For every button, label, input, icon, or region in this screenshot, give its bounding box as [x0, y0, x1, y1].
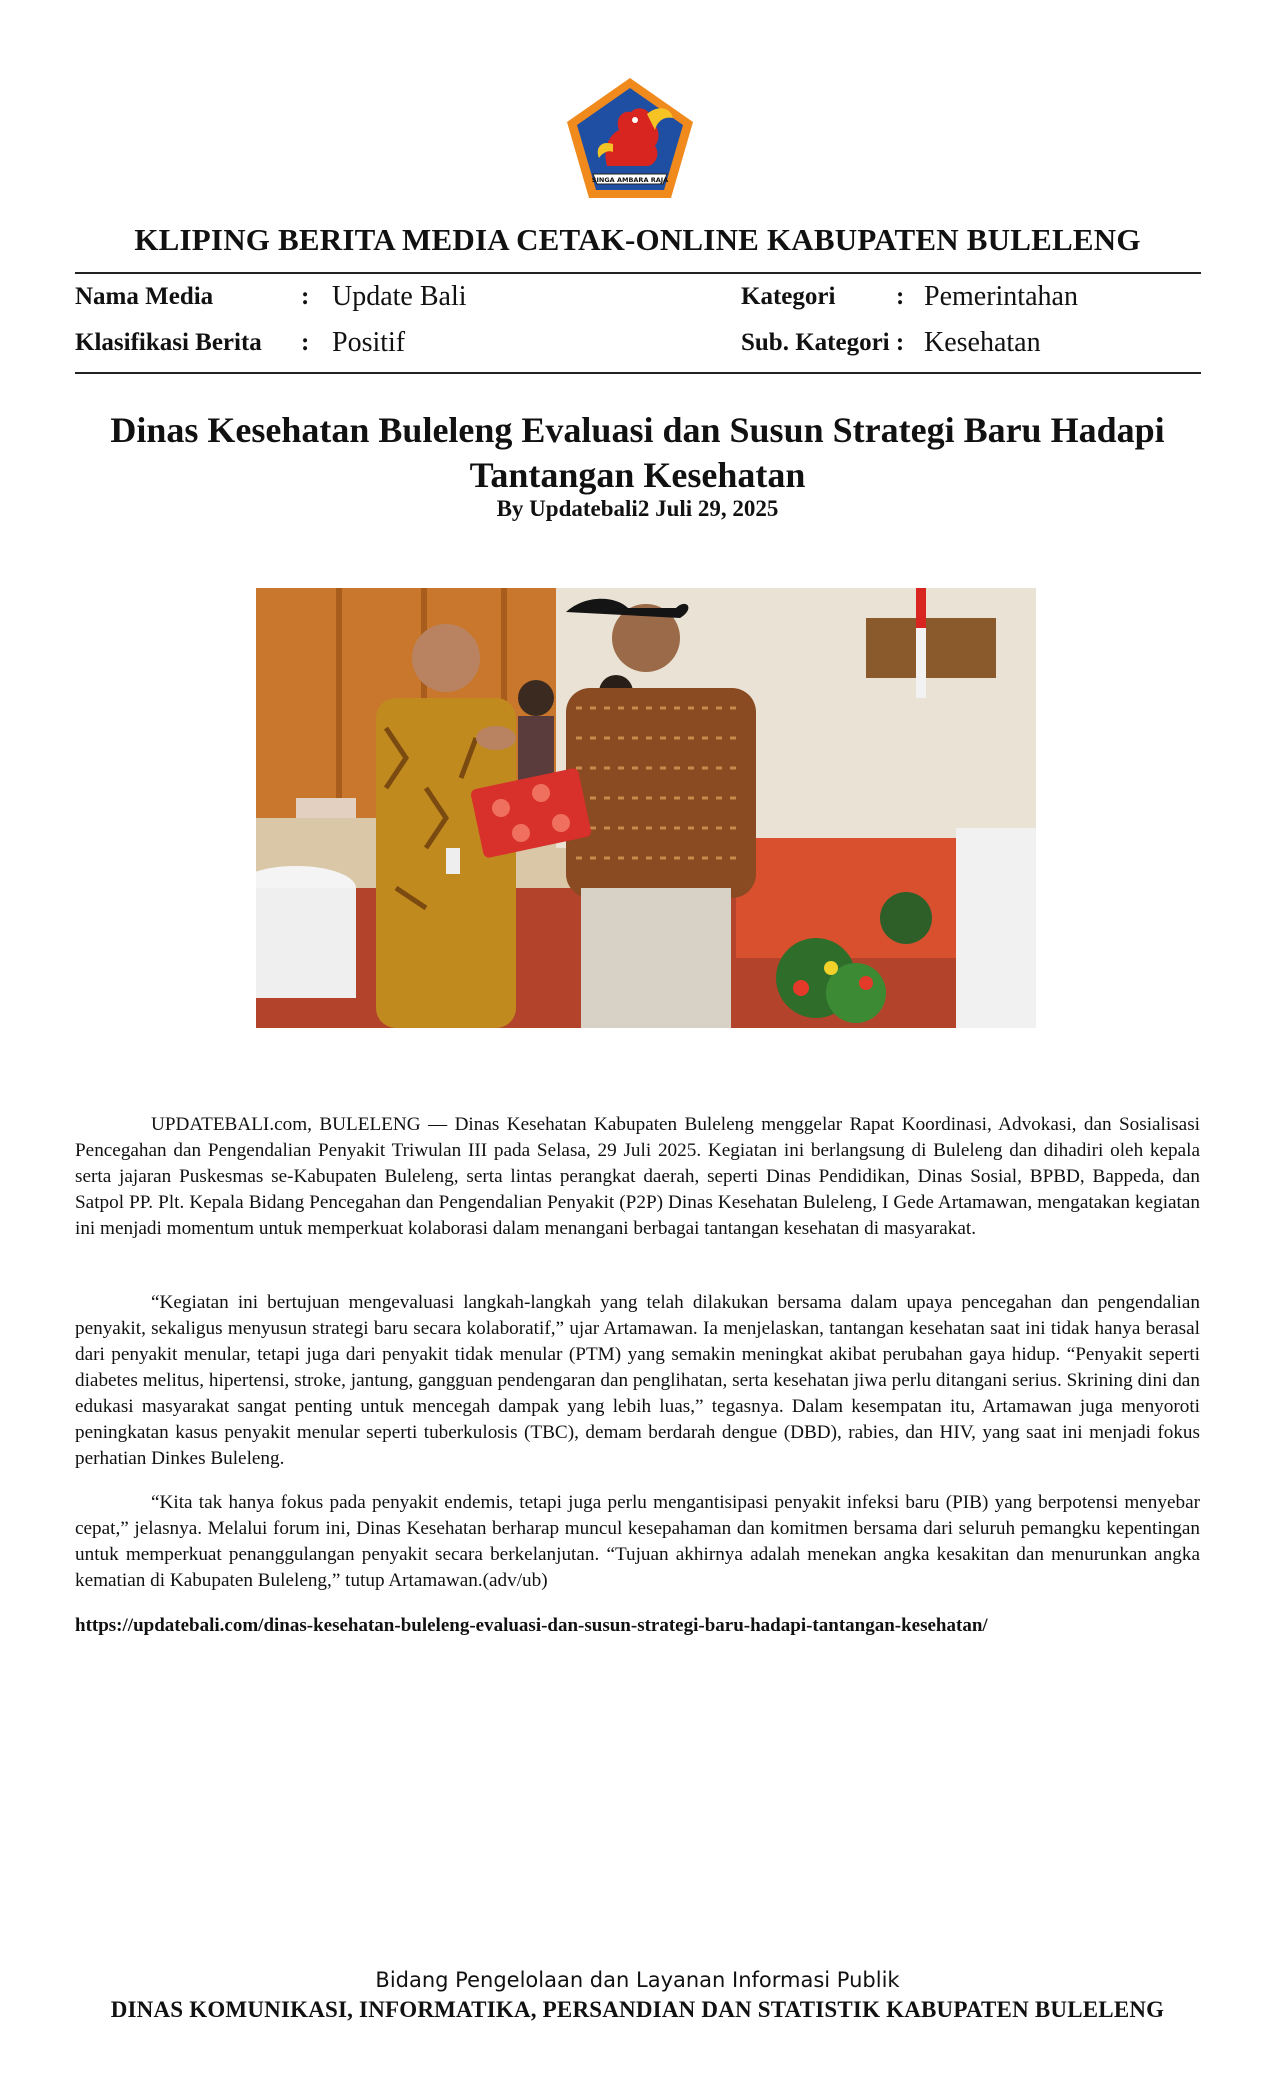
regency-logo — [563, 74, 697, 202]
clipping-header-title: KLIPING BERITA MEDIA CETAK-ONLINE KABUPATEN BULELENG — [134, 222, 1141, 257]
article-paragraph-3: “Kita tak hanya fokus pada penyakit endemis, tetapi juga perlu mengantisipasi penyakit infeksi baru (PIB) yang berpotensi menyebar cepat,” jelasnya. Melalui forum ini, Dinas Kesehatan berharap muncul kesepahaman dan komitmen bersama dari seluruh pemangku kepentingan untuk memperkuat penanggulangan penyakit secara berkelanjutan. “Tujuan akhirnya adalah menekan angka kesakitan dan menurunkan angka kematian di Kabupaten Buleleng,” tutup Artamawan.(adv/ub) — [75, 1492, 1200, 1591]
article-title: Dinas Kesehatan Buleleng Evaluasi dan Susun Strategi Baru Hadapi Tantangan Kesehatan — [110, 410, 1165, 495]
header-bottom-divider — [75, 372, 1201, 374]
footer-title: DINAS KOMUNIKASI, INFORMATIKA, PERSANDIAN DAN STATISTIK KABUPATEN BULELENG — [110, 1997, 1165, 2022]
footer-subtitle: Bidang Pengelolaan dan Layanan Informasi Publik — [375, 1968, 900, 1992]
article-paragraph-1: UPDATEBALI.com, BULELENG — Dinas Kesehatan Kabupaten Buleleng menggelar Rapat Koordinasi, Advokasi, dan Sosialisasi Pencegahan dan Pengendalian Penyakit Triwulan III pada Selasa, 29 Juli 2025. Kegiatan ini berlangsung di Buleleng dan dihadiri oleh kepala serta jajaran Puskesmas se-Kabupaten Buleleng, serta lintas perangkat daerah, seperti Dinas Pendidikan, Dinas Sosial, BPBD, Bappeda, dan Satpol PP. Plt. Kepala Bidang Pencegahan dan Pengendalian Penyakit (P2P) Dinas Kesehatan Buleleng, I Gede Artamawan, mengatakan kegiatan ini menjadi momentum untuk memperkuat kolaborasi dalam menangani berbagai tantangan kesehatan di masyarakat. — [75, 1114, 1200, 1239]
logo-motto: SINGA AMBARA RAJA — [591, 176, 669, 184]
header-top-divider — [75, 272, 1201, 274]
subkategori-value: Kesehatan — [924, 327, 1041, 358]
article-byline: By Updatebali2 Juli 29, 2025 — [496, 496, 779, 521]
subkategori-label: Sub. Kategori : — [741, 329, 905, 356]
klasifikasi-value: Positif — [332, 327, 406, 358]
klasifikasi-label: Klasifikasi Berita — [75, 329, 262, 356]
article-paragraph-2: “Kegiatan ini bertujuan mengevaluasi langkah-langkah yang telah dilakukan bersama dalam upaya pencegahan dan pengendalian penyakit, sekaligus menyusun strategi baru secara kolaboratif,” ujar Artamawan. Ia menjelaskan, tantangan kesehatan saat ini tidak hanya berasal dari penyakit menular, tetapi juga dari penyakit tidak menular (PTM) yang semakin meningkat akibat perubahan gaya hidup. “Penyakit seperti diabetes melitus, hipertensi, stroke, jantung, gangguan pendengaran dan penglihatan, serta kesehatan jiwa perlu ditangani serius. Skrining dini dan edukasi masyarakat sangat penting untuk mencegah dampak yang lebih luas,” tegasnya. Dalam kesempatan itu, Artamawan juga menyoroti peningkatan kasus penyakit menular seperti tuberkulosis (TBC), demam berdarah dengue (DBD), rabies, dan HIV, yang saat ini menjadi fokus perhatian Dinkes Buleleng. — [75, 1292, 1200, 1469]
klasifikasi-colon: : — [301, 329, 310, 356]
article-photo — [256, 588, 1036, 1028]
kategori-label: Kategori — [741, 283, 836, 310]
source-url-link[interactable]: https://updatebali.com/dinas-kesehatan-buleleng-evaluasi-dan-susun-strategi-baru-hadapi-tantangan-kesehatan/ — [75, 1615, 988, 1636]
kategori-colon: : — [896, 283, 905, 310]
media-value: Update Bali — [332, 281, 467, 312]
media-colon: : — [301, 283, 310, 310]
media-label: Nama Media — [75, 283, 214, 310]
kategori-value: Pemerintahan — [924, 281, 1078, 312]
